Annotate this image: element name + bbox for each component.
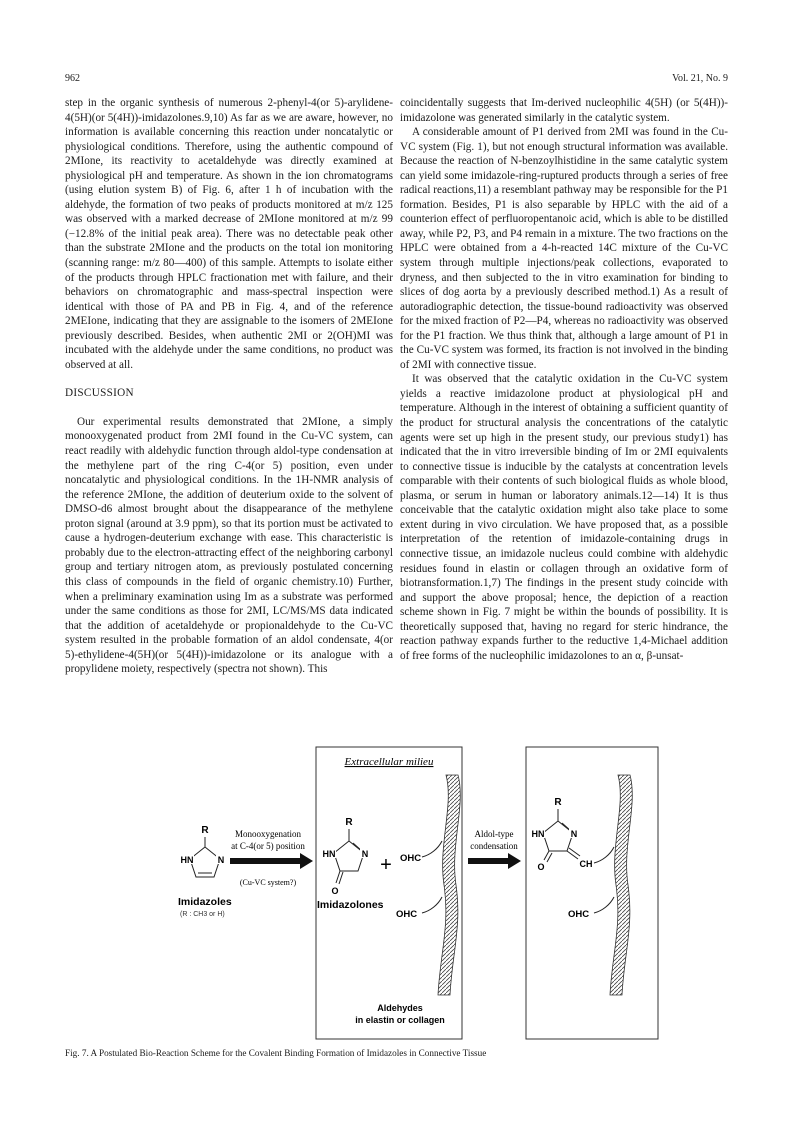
svg-text:N: N xyxy=(361,849,369,859)
right-paragraph-3: It was observed that the catalytic oxidation in the Cu-VC system yields a reactive imidazolone product at physiological pH and temperature. Although in the interest of obtaining a sufficient quantity of the product for structural analysis the concentrations of the catalytic agents were set up high in the present study, our previous study1) has indicated that the in vitro irreversible binding of Im or 2MI equivalents to connective tissue is inducible by the catalysts at concentration levels comparable with their contents of such biological fluids as whole blood, plasma, or serum in human or laboratory animals.12—14) It is thus conceivable that the catalytic oxidation might also take place to some extent during in vivo circulation. We have proposed that, as a possible interpretation of the retention of imidazole-containing drugs in connective tissue, an imidazole nucleus could combine with aldehydic residues found in elastin or collagen through an oxidative form of biotransformation.1,7) The findings in the present study coincide with and support the above proposal; hence, the depiction of a reaction scheme shown in Fig. 7 might be within the bounds of possibility. It is theoretically supposed that, having no regard for steric hindrance, the reaction pathway expands further to the reductive 1,4-Michael addition of free forms of the nucleophilic imidazolones to an α, β-unsat- xyxy=(400,373,728,662)
imidazolone-structure xyxy=(322,817,370,896)
aldehydes-label-1: Aldehydes xyxy=(377,1003,423,1013)
right-paragraph-1: coincidentally suggests that Im-derived nucleophilic 4(5H) (or 5(4H))-imidazolone was generated similarly in the catalytic system. xyxy=(400,97,728,124)
section-heading: DISCUSSION xyxy=(65,387,134,400)
product-box xyxy=(526,747,658,1039)
step2-label-2: condensation xyxy=(470,841,518,851)
extracellular-label: Extracellular milieu xyxy=(344,756,434,768)
ohc-lower-left: OHC xyxy=(396,909,418,920)
svg-text:R: R xyxy=(345,817,353,828)
figure-caption: Fig. 7. A Postulated Bio-Reaction Scheme for the Covalent Binding Formation of Imidazoles in Connective Tissue xyxy=(65,1048,487,1058)
svg-text:HN: HN xyxy=(180,855,194,865)
svg-text:HN: HN xyxy=(531,829,545,839)
step1-label-1: Monooxygenation xyxy=(235,829,301,839)
svg-text:O: O xyxy=(537,862,545,872)
right-column xyxy=(400,96,728,663)
right-paragraph-2: A considerable amount of P1 derived from 2MI was found in the Cu-VC system (Fig. 1), but not enough structural information was available. Because the reaction of N-benzoylhistidine in the same catalytic system can yield some imidazole-ring-ruptured products through a series of free radical reactions,11) a resemblant pathway may be responsible for the P1 formation. Besides, P1 is also separable by HPLC with the aid of a counterion effect of perfluoropentanoic acid, which is able to be distilled away, while P2, P3, and P4 remain in a mixture. The two fractions on the HPLC were obtained from a 4-h-reacted 14C mixture of the Cu-VC system through multiple injections/peak collections, evaporated to dryness, and then subjected to the in vitro examination for binding to slices of dog aorta by a previously described method.1) As a result of autoradiographic detection, the tissue-bound radioactivity was observed for the mixed fraction of P2—P4, whereas no radioactivity was observed for the P1 fraction. We thus think that, although a large amount of P1 in the Cu-VC system was formed, its fraction is not involved in the binding of 2MI with connective tissue. xyxy=(400,126,728,371)
imidazoles-subtext: (R : CH3 or H) xyxy=(180,911,225,918)
svg-text:HN: HN xyxy=(322,849,336,859)
condensate-structure xyxy=(531,797,614,872)
svg-text:N: N xyxy=(570,829,578,839)
imidazoles-label: Imidazoles xyxy=(178,896,232,908)
svg-text:CH: CH xyxy=(579,859,593,869)
left-paragraph-1: step in the organic synthesis of numerous 2-phenyl-4(or 5)-arylidene-4(5H)(or 5(4H))-imidazolones.9,10) As far as we are aware, however, no information is available concerning this reaction under noncatalytic or physiological conditions. Therefore, using the authentic compound of 2MIone, its reactivity to acetaldehyde was directly examined at physiological pH and temperature. As shown in the ion chromatograms (using elution system B) of Fig. 6, after 1 h of incubation with the aldehyde, the formation of two peaks of products monitored at m/z 125 was observed with a marked decrease of 2MIone monitored at m/z 99 (−12.8% of the initial peak area). There was no detectable peak other than the substrate 2MIone and the products on the total ion monitoring (scanning range: m/z 80—400) of this sample. Attempts to isolate either of the products through HPLC fractionation met with failure, and their behaviors on chromatographic and mass-spectral inspection were identical with those of PA and PB in Fig. 4, and of the reference 2MEIone, indicating that they are assignable to the isomers of 2MEIone previously described. Besides, when authentic 2MI or 2(OH)MI was incubated with the aldehyde under the same conditions, no product was observed at all. xyxy=(65,97,393,371)
collagen-fiber-right xyxy=(594,775,632,995)
step2-arrow xyxy=(468,853,521,869)
reaction-scheme-figure xyxy=(150,745,710,1045)
aldehydes-label-2: in elastin or collagen xyxy=(355,1015,445,1025)
collagen-fiber-left xyxy=(422,775,460,995)
svg-text:R: R xyxy=(554,797,562,808)
imidazole-structure xyxy=(180,825,226,877)
ohc-upper-left: OHC xyxy=(400,853,422,864)
ohc-lower-right: OHC xyxy=(568,909,590,920)
svg-text:R: R xyxy=(201,825,209,836)
step1-sublabel: (Cu-VC system?) xyxy=(239,878,297,887)
page-number: 962 xyxy=(65,73,80,84)
left-paragraph-2: Our experimental results demonstrated that 2MIone, a simply monooxygenated product from 2MI found in the Cu-VC system, can react readily with aldehydic function through aldol-type condensation at the methylene part of the ring C-4(or 5) position, even under noncatalytic and physiological conditions. In the 1H-NMR analysis of the reference 2MIone, the addition of deuterium oxide to the solvent of DMSO-d6 almost brought about the disappearance of the methylene proton signal (around at 3.9 ppm), so that its portion must be activated to cause a hydrogen-deuterium exchange with ease. This characteristic is probably due to the electron-attracting effect of the neighboring carbonyl group and tertiary nitrogen atom, as previously postulated concerning this class of compounds in the field of organic chemistry.10) Further, when a preliminary examination using Im as a substrate was performed under the same conditions as those for 2MI, LC/MS/MS data indicated that the addition of acetaldehyde or propionaldehyde to the Cu-VC system resulted in the probable formation of an aldol condensate, 4(or 5)-ethylidene-4(5H)(or 5(4H))-imidazolone or its analogue with a propylidene moiety, respectively (spectra not shown). This xyxy=(65,415,393,676)
step1-arrow xyxy=(230,853,313,869)
svg-text:N: N xyxy=(217,855,225,865)
step2-label-1: Aldol-type xyxy=(474,829,514,839)
plus-sign: + xyxy=(380,854,392,876)
svg-text:O: O xyxy=(331,886,339,896)
volume-label: Vol. 21, No. 9 xyxy=(672,73,728,84)
left-column xyxy=(65,96,393,677)
imidazolones-label: Imidazolones xyxy=(317,899,384,911)
step1-label-2: at C-4(or 5) position xyxy=(231,841,305,851)
